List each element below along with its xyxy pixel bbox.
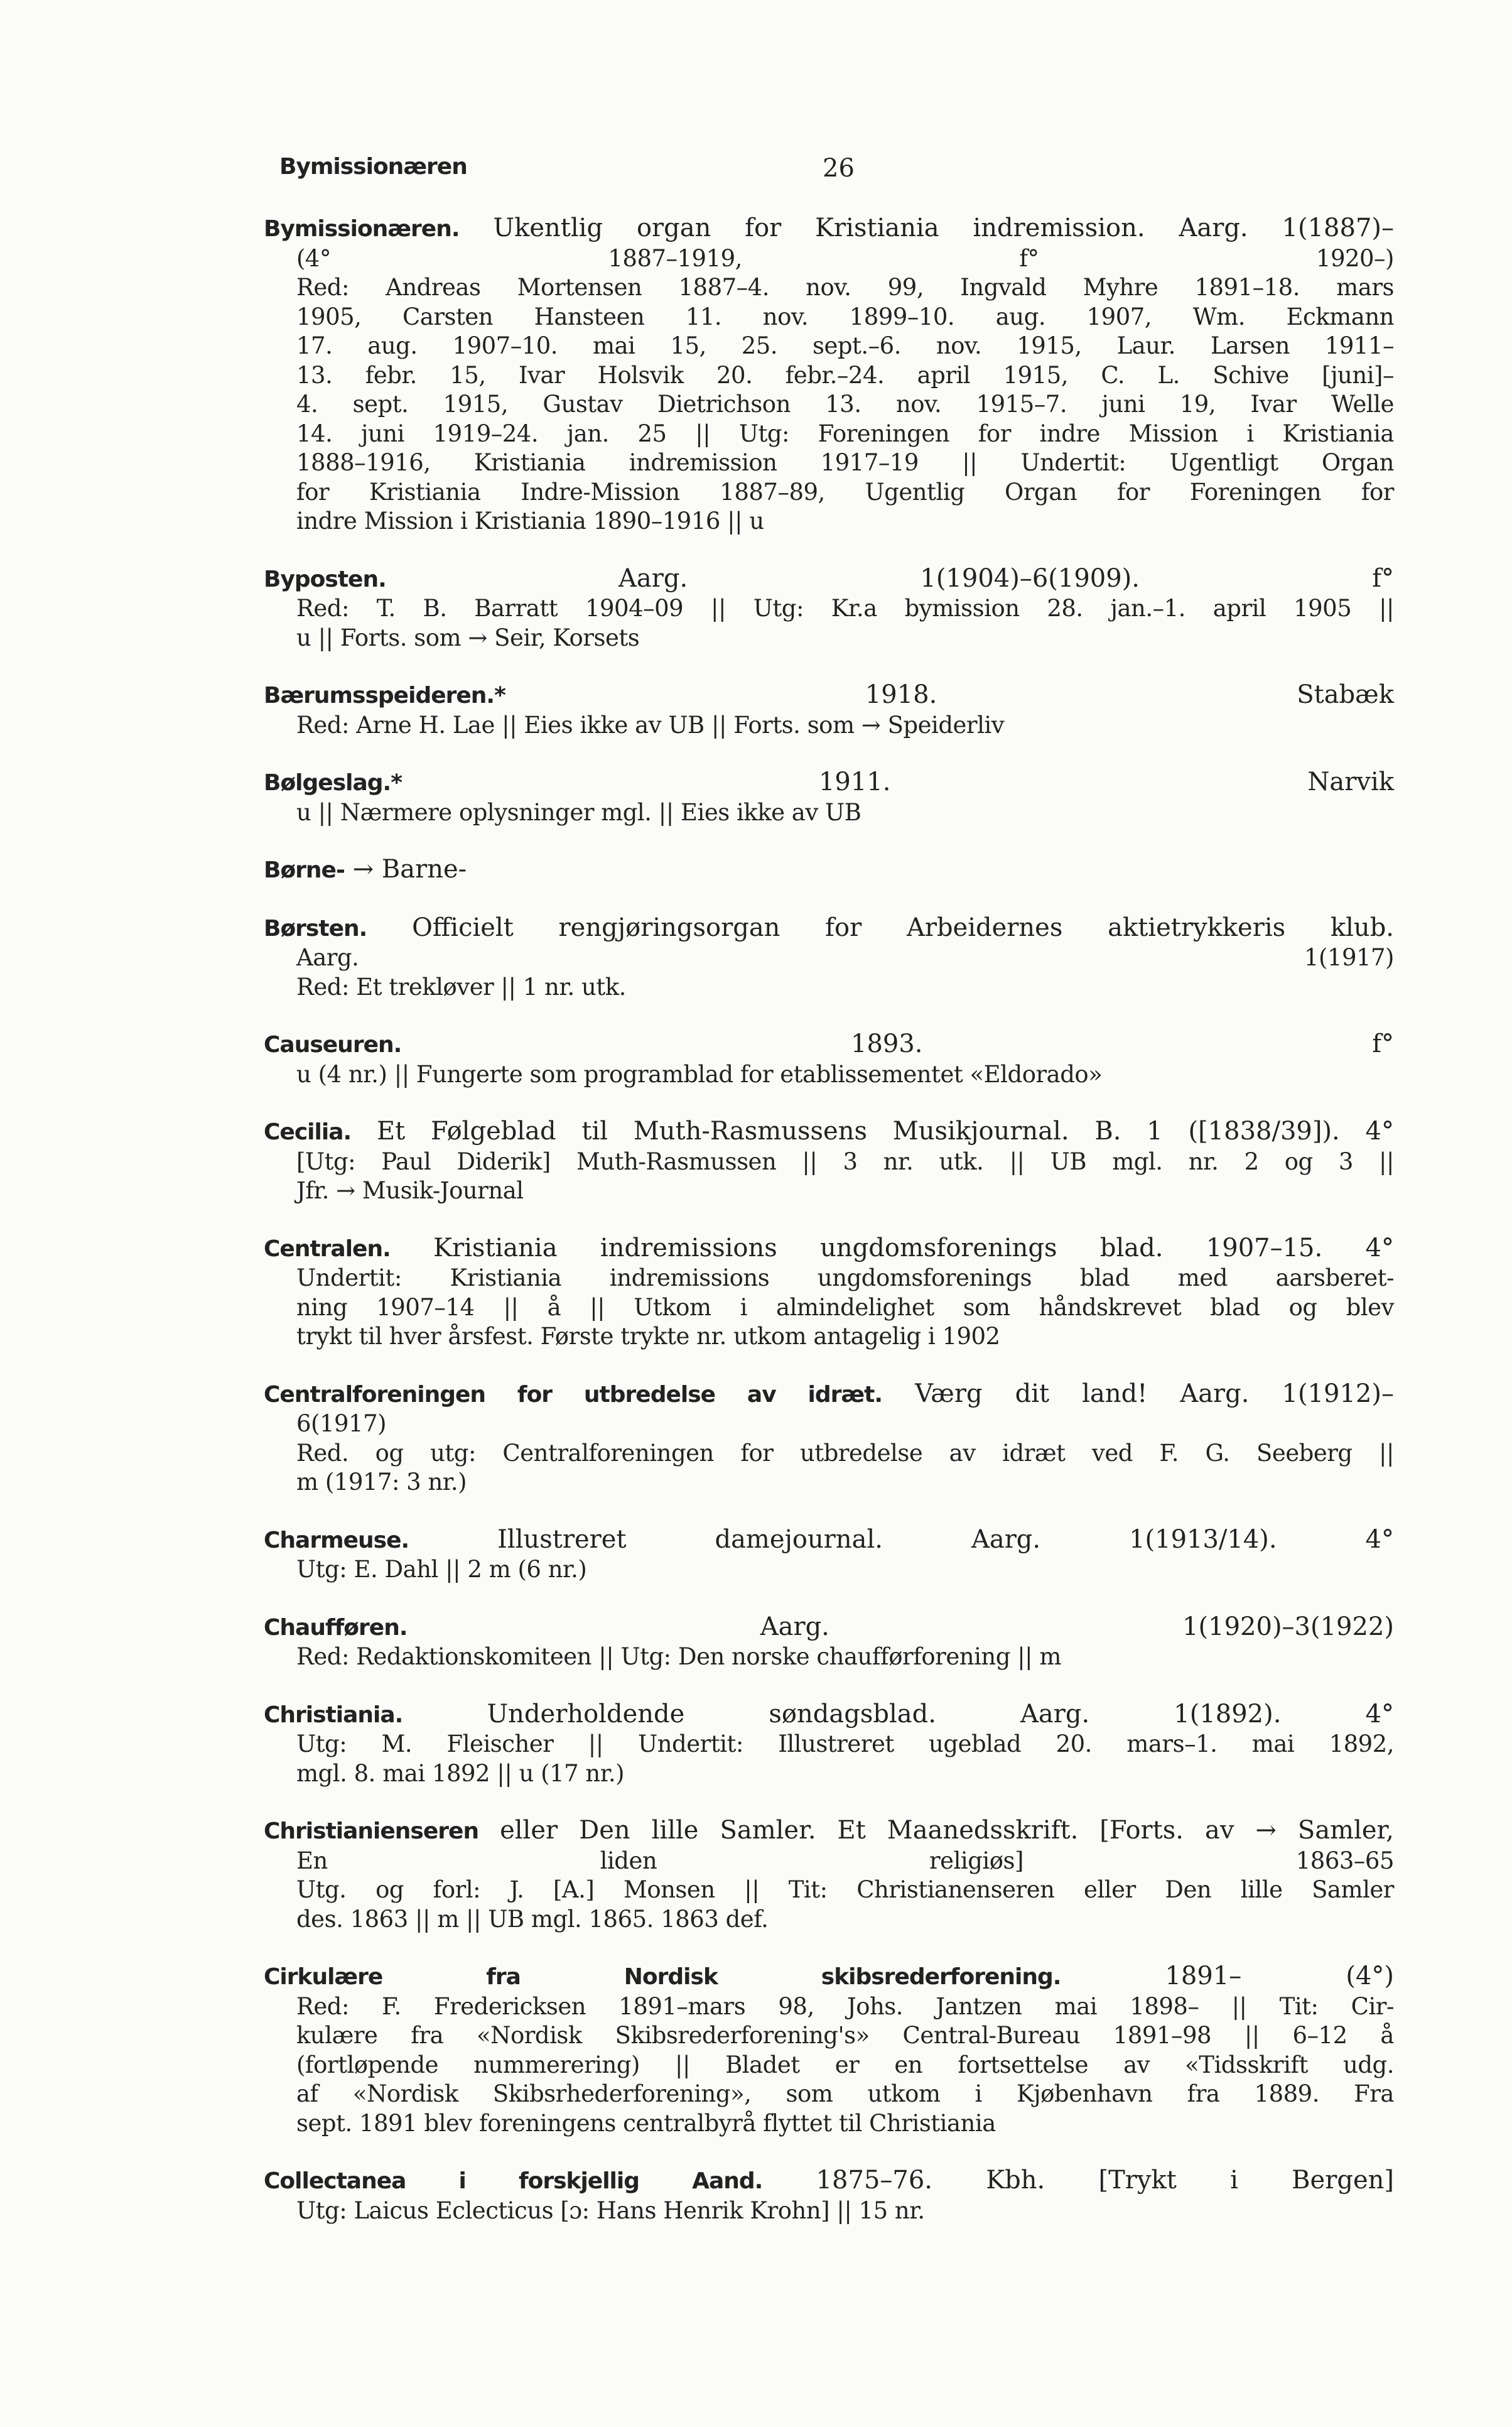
entry-headword: Børsten. xyxy=(264,915,367,942)
entry-text: 4. sept. 1915, Gustav Dietrichson 13. nov. 1915–7. juni 19, Ivar Welle xyxy=(296,391,1394,418)
entry-line xyxy=(264,1060,1394,1090)
entry-text: 1875–76. Kbh. [Trykt i Bergen] xyxy=(816,2166,1394,2195)
catalog-entry xyxy=(264,214,1394,536)
entry-text: Utg. og forl: J. [A.] Monsen || Tit: Christianenseren eller Den lille Samler xyxy=(296,1876,1394,1903)
entry-text: u || Forts. som → Seir, Korsets xyxy=(296,624,640,651)
entry-first-line xyxy=(264,1962,1394,1992)
entry-headword: Bølgeslag.* xyxy=(264,770,402,796)
entry-first-line xyxy=(264,913,1394,944)
entry-text: Aarg. 1(1904)–6(1909). f° xyxy=(618,563,1395,593)
entry-line xyxy=(264,1759,1394,1789)
entry-line xyxy=(264,973,1394,1002)
running-head xyxy=(279,154,1397,198)
catalog-entry xyxy=(264,1029,1394,1089)
entry-text: Red: Et trekløver || 1 nr. utk. xyxy=(296,973,626,1001)
entry-headword: Collectanea i forskjellig Aand. xyxy=(264,2168,763,2194)
catalog-entry xyxy=(264,564,1394,653)
entry-text: 13. febr. 15, Ivar Holsvik 20. febr.–24. april 1915, C. L. Schive [juni]– xyxy=(296,361,1394,389)
entry-text: 14. juni 1919–24. jan. 25 || Utg: Foreningen for indre Mission i Kristiania xyxy=(296,420,1394,447)
entry-headword: Cirkulære fra Nordisk skibsrederforening. xyxy=(264,1964,1061,1990)
entry-text: Undertit: Kristiania indremissions ungdomsforenings blad med aarsberet- xyxy=(296,1264,1394,1291)
catalog-entry xyxy=(264,1700,1394,1789)
entry-text: Aarg. 1(1917) xyxy=(296,944,1394,971)
entry-first-line xyxy=(264,1816,1394,1847)
entry-line xyxy=(264,1439,1394,1469)
catalog-entry xyxy=(264,768,1394,827)
entry-first-line xyxy=(264,855,1394,886)
entry-first-line xyxy=(264,564,1394,595)
entry-first-line xyxy=(264,1612,1394,1643)
entry-line xyxy=(264,2051,1394,2080)
entry-text: 6(1917) xyxy=(296,1410,387,1437)
entry-first-line xyxy=(264,1117,1394,1148)
entry-line xyxy=(264,390,1394,420)
entry-line xyxy=(264,711,1394,741)
entry-line xyxy=(264,2109,1394,2139)
entry-first-line xyxy=(264,1379,1394,1410)
entry-headword: Chaufføren. xyxy=(264,1614,408,1641)
entry-text: Underholdende søndagsblad. Aarg. 1(1892). 4° xyxy=(487,1699,1394,1729)
entry-line xyxy=(264,2080,1394,2109)
entry-text: 1918. Stabæk xyxy=(865,680,1394,709)
catalog-entry xyxy=(264,913,1394,1002)
entry-first-line xyxy=(264,2166,1394,2196)
entry-line xyxy=(264,594,1394,624)
catalog-entry xyxy=(264,1962,1394,2138)
entry-line xyxy=(264,273,1394,303)
catalog-entry xyxy=(264,680,1394,740)
entry-line xyxy=(264,1730,1394,1759)
entry-text: sept. 1891 blev foreningens centralbyrå flyttet til Christiania xyxy=(296,2109,996,2137)
catalog-entry xyxy=(264,1379,1394,1497)
entry-line xyxy=(264,478,1394,508)
entry-headword: Bymissionæren. xyxy=(264,216,460,242)
catalog-entry xyxy=(264,1612,1394,1672)
entry-first-line xyxy=(264,1525,1394,1556)
entry-headword: Charmeuse. xyxy=(264,1527,409,1553)
catalog-entry xyxy=(264,855,1394,886)
entry-text: 17. aug. 1907–10. mai 15, 25. sept.–6. nov. 1915, Laur. Larsen 1911– xyxy=(296,332,1394,359)
entry-headword: Causeuren. xyxy=(264,1032,402,1058)
entry-text: Officielt rengjøringsorgan for Arbeidernes aktietrykkeris klub. xyxy=(412,913,1395,942)
entry-line xyxy=(264,1148,1394,1177)
entry-line xyxy=(264,1642,1394,1672)
entry-text: ning 1907–14 || å || Utkom i almindelighet som håndskrevet blad og blev xyxy=(296,1293,1394,1321)
entry-text: 1888–1916, Kristiania indremission 1917–19 || Undertit: Ugentligt Organ xyxy=(296,449,1394,476)
entry-text: Ukentlig organ for Kristiania indremission. Aarg. 1(1887)– xyxy=(493,214,1394,242)
entry-text: Kristiania indremissions ungdomsforenings blad. 1907–15. 4° xyxy=(433,1233,1394,1262)
entry-text: Red: T. B. Barratt 1904–09 || Utg: Kr.a bymission 28. jan.–1. april 1905 || xyxy=(296,595,1394,622)
entry-line xyxy=(264,1992,1394,2022)
entry-first-line xyxy=(264,1700,1394,1730)
entry-first-line xyxy=(264,214,1394,244)
entry-text: af «Nordisk Skibsrhederforening», som utkom i Kjøbenhavn fra 1889. Fra xyxy=(296,2080,1394,2107)
entry-headword: Bærumsspeideren.* xyxy=(264,683,505,709)
entry-line xyxy=(264,361,1394,391)
catalog-entry xyxy=(264,1117,1394,1206)
entry-line xyxy=(264,420,1394,449)
entry-text: m (1917: 3 nr.) xyxy=(296,1469,467,1496)
entry-text: Red: Arne H. Lae || Eies ikke av UB || Forts. som → Speiderliv xyxy=(296,711,1005,739)
entry-first-line xyxy=(264,1234,1394,1264)
entry-text: (4° 1887–1919, f° 1920–) xyxy=(296,244,1394,272)
entry-headword: Cecilia. xyxy=(264,1119,352,1145)
entry-headword: Christianienseren xyxy=(264,1818,479,1844)
entry-text: Et Følgeblad til Muth-Rasmussens Musikjournal. B. 1 ([1838/39]). 4° xyxy=(376,1117,1394,1146)
entry-text: 1891– (4°) xyxy=(1165,1962,1395,1990)
entry-text: → Barne- xyxy=(352,855,467,884)
entry-text: indre Mission i Kristiania 1890–1916 || u xyxy=(296,508,764,535)
catalog-entry xyxy=(264,1816,1394,1934)
entry-line xyxy=(264,1322,1394,1352)
entry-text: Red: Redaktionskomiteen || Utg: Den norske chaufførforening || m xyxy=(296,1643,1061,1670)
entry-text: kulære fra «Nordisk Skibsrederforening's» Central-Bureau 1891–98 || 6–12 å xyxy=(296,2022,1394,2049)
entry-text: Illustreret damejournal. Aarg. 1(1913/14). 4° xyxy=(497,1524,1395,1554)
entry-line xyxy=(264,943,1394,973)
entry-line xyxy=(264,332,1394,361)
catalog-entry xyxy=(264,1525,1394,1585)
entry-line xyxy=(264,2196,1394,2226)
entry-line xyxy=(264,507,1394,536)
entry-line xyxy=(264,448,1394,478)
entry-text: des. 1863 || m || UB mgl. 1865. 1863 def. xyxy=(296,1905,769,1933)
entry-line xyxy=(264,1293,1394,1323)
entry-text: Værg dit land! Aarg. 1(1912)– xyxy=(915,1379,1394,1408)
entry-text: u || Nærmere oplysninger mgl. || Eies ikke av UB xyxy=(296,798,861,826)
entry-text: 1905, Carsten Hansteen 11. nov. 1899–10. aug. 1907, Wm. Eckmann xyxy=(296,303,1394,330)
entry-first-line xyxy=(264,1029,1394,1060)
entry-text: Utg: Laicus Eclecticus [ɔ: Hans Henrik Krohn] || 15 nr. xyxy=(296,2196,925,2224)
catalog-entry xyxy=(264,1234,1394,1352)
entry-headword: Centralen. xyxy=(264,1235,391,1262)
entry-text: u (4 nr.) || Fungerte som programblad for etablissementet «Eldorado» xyxy=(296,1060,1103,1088)
entry-line xyxy=(264,1876,1394,1905)
entry-text: Aarg. 1(1920)–3(1922) xyxy=(760,1612,1394,1641)
entry-text: Red: Andreas Mortensen 1887–4. nov. 99, Ingvald Myhre 1891–18. mars xyxy=(296,274,1394,301)
entry-text: mgl. 8. mai 1892 || u (17 nr.) xyxy=(296,1759,625,1787)
entry-first-line xyxy=(264,768,1394,798)
entry-headword: Christiania. xyxy=(264,1702,403,1728)
catalog-entries xyxy=(264,214,1394,2253)
entry-first-line xyxy=(264,680,1394,711)
entry-text: (fortløpende nummerering) || Bladet er en fortsettelse av «Tidsskrift udg. xyxy=(296,2051,1394,2078)
entry-line xyxy=(264,1905,1394,1935)
running-head-title: Bymissionæren xyxy=(279,154,467,180)
entry-text: 1911. Narvik xyxy=(818,768,1395,796)
entry-line xyxy=(264,1264,1394,1293)
entry-headword: Børne- xyxy=(264,857,345,883)
entry-line xyxy=(264,1409,1394,1439)
entry-text: En liden religiøs] 1863–65 xyxy=(296,1847,1394,1874)
entry-headword: Centralforeningen for utbredelse av idræt. xyxy=(264,1381,883,1408)
entry-text: Red: F. Fredericksen 1891–mars 98, Johs. Jantzen mai 1898– || Tit: Cir- xyxy=(296,1992,1394,2020)
entry-line xyxy=(264,2021,1394,2051)
entry-text: for Kristiania Indre-Mission 1887–89, Ugentlig Organ for Foreningen for xyxy=(296,478,1394,506)
entry-line xyxy=(264,798,1394,828)
entry-line xyxy=(264,1555,1394,1585)
catalog-entry xyxy=(264,2166,1394,2225)
entry-text: trykt til hver årsfest. Første trykte nr. utkom antagelig i 1902 xyxy=(296,1323,1000,1350)
entry-line xyxy=(264,1847,1394,1876)
entry-line xyxy=(264,1468,1394,1497)
entry-line xyxy=(264,244,1394,274)
entry-text: 1893. f° xyxy=(851,1029,1395,1058)
page-number: 26 xyxy=(823,154,855,183)
entry-line xyxy=(264,1176,1394,1206)
entry-line xyxy=(264,303,1394,332)
entry-text: Red. og utg: Centralforeningen for utbredelse av idræt ved F. G. Seeberg || xyxy=(296,1439,1394,1467)
entry-text: Utg: M. Fleischer || Undertit: Illustreret ugeblad 20. mars–1. mai 1892, xyxy=(296,1730,1394,1757)
entry-text: Utg: E. Dahl || 2 m (6 nr.) xyxy=(296,1556,587,1583)
entry-text: eller Den lille Samler. Et Maanedsskrift. [Forts. av → Samler, xyxy=(500,1816,1395,1845)
entry-headword: Byposten. xyxy=(264,566,386,592)
entry-line xyxy=(264,624,1394,653)
entry-text: [Utg: Paul Diderik] Muth-Rasmussen || 3 nr. utk. || UB mgl. nr. 2 og 3 || xyxy=(296,1148,1394,1175)
entry-text: Jfr. → Musik-Journal xyxy=(296,1177,524,1204)
